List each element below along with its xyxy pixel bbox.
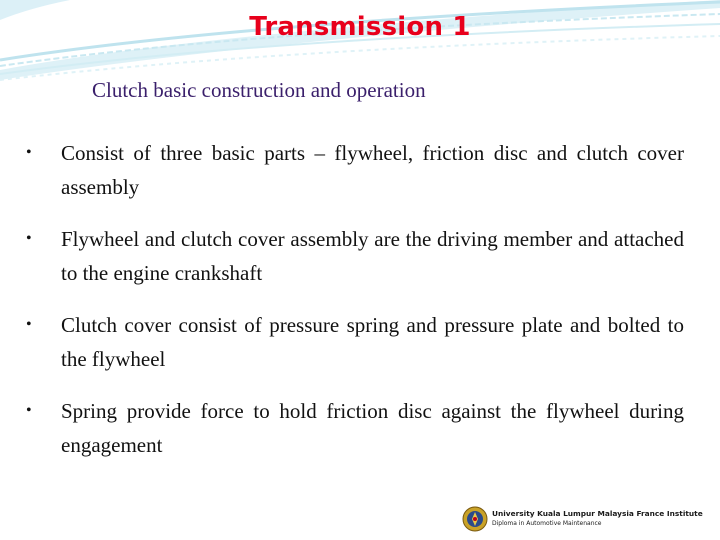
institution-name: University Kuala Lumpur Malaysia France Institute: [492, 509, 703, 518]
bullet-marker: •: [26, 144, 32, 161]
bullet-text: Consist of three basic parts – flywheel, friction disc and clutch cover assembly: [61, 141, 684, 199]
department-name: Diploma in Automotive Maintenance: [492, 520, 602, 527]
bullet-text: Clutch cover consist of pressure spring and pressure plate and bolted to the flywheel: [61, 313, 684, 371]
university-crest-icon: [462, 504, 488, 534]
bullet-text: Flywheel and clutch cover assembly are the driving member and attached to the engine crankshaft: [61, 227, 684, 285]
bullet-marker: •: [26, 316, 32, 333]
bullet-text: Spring provide force to hold friction disc against the flywheel during engagement: [61, 399, 684, 457]
bullet-marker: •: [26, 402, 32, 419]
bullet-marker: •: [26, 230, 32, 247]
slide-subtitle: Clutch basic construction and operation: [92, 78, 426, 102]
footer: [462, 504, 720, 540]
slide-title: Transmission 1: [249, 12, 471, 42]
